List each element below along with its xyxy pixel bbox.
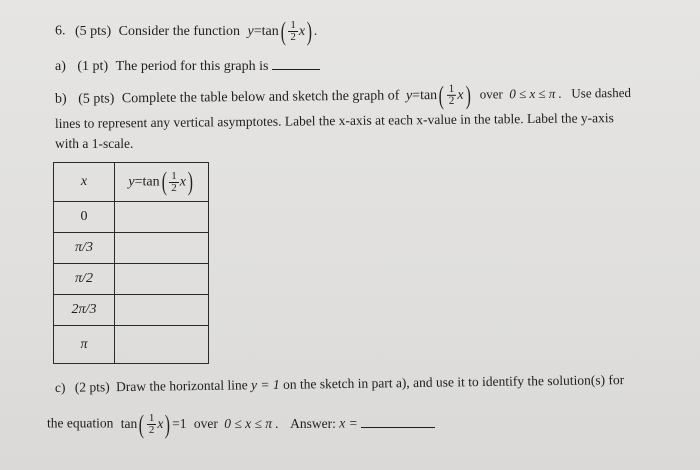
- function-expression: y=tan( $\frac{1}{2}$ x) .: [247, 16, 318, 46]
- part-b-line-2: lines to represent any vertical asymptotes. Label the x-axis at each x-value in the table. Label the y-axis: [54, 110, 614, 131]
- table-row: [54, 326, 209, 364]
- question-number: 6.: [55, 23, 66, 39]
- y-value-cell[interactable]: [115, 264, 209, 295]
- part-a-points: (1 pt): [77, 59, 109, 74]
- part-c-equation: tan( $\frac{1}{2}$ x) =1: [120, 409, 187, 439]
- question-intro: Consider the function: [118, 23, 240, 39]
- x-value-cell: π: [54, 326, 115, 364]
- table-row: [54, 233, 209, 264]
- header-x: x: [54, 163, 115, 202]
- part-c-text-1: Draw the horizontal line: [116, 377, 248, 395]
- part-b-line-3: with a 1-scale.: [55, 136, 134, 151]
- part-c-over: over: [193, 415, 218, 431]
- part-c-text-3: the equation: [47, 415, 114, 431]
- part-c-interval: 0 ≤ x ≤ π .: [224, 415, 279, 431]
- question-points: (5 pts): [75, 23, 112, 39]
- part-c-label: c): [54, 379, 66, 395]
- y-value-cell[interactable]: [115, 233, 209, 264]
- question-6-header: [55, 16, 318, 46]
- part-c-line-2: [47, 409, 435, 439]
- header-y: y=tan( $\frac{1}{2}$ x): [115, 163, 209, 202]
- part-b-function: y=tan( $\frac{1}{2}$ x): [405, 80, 471, 110]
- x-value-cell: 2π/3: [54, 295, 115, 326]
- table-header-row: [54, 163, 209, 202]
- part-b-over: over: [479, 86, 503, 102]
- answer-var: x =: [339, 415, 358, 431]
- part-b-text: Complete the table below and sketch the graph of: [121, 88, 400, 107]
- table-row: [54, 295, 209, 326]
- part-b-label: b): [54, 91, 67, 107]
- y-value-cell[interactable]: [115, 326, 209, 364]
- part-b-dashed: Use dashed: [571, 84, 632, 101]
- answer-label: Answer:: [290, 415, 336, 431]
- table-row: [54, 202, 209, 233]
- part-a: [55, 59, 320, 75]
- part-b-interval: 0 ≤ x ≤ π .: [509, 85, 562, 101]
- part-c-line-eq: y = 1: [250, 376, 280, 393]
- table-row: [54, 264, 209, 295]
- part-b-points: (5 pts): [78, 91, 115, 107]
- part-c-points: (2 pts): [74, 379, 110, 395]
- part-a-label: a): [55, 59, 66, 74]
- x-value-cell: π/3: [54, 233, 115, 264]
- solution-answer-blank[interactable]: [361, 427, 435, 428]
- part-a-text: The period for this graph is: [115, 59, 269, 74]
- x-value-cell: π/2: [54, 264, 115, 295]
- period-answer-blank[interactable]: [272, 69, 320, 70]
- values-table: [53, 162, 209, 364]
- y-value-cell[interactable]: [115, 295, 209, 326]
- part-c-text-2: on the sketch in part a), and use it to identify the solution(s) for: [282, 372, 625, 392]
- y-value-cell[interactable]: [115, 202, 209, 233]
- x-value-cell: 0: [54, 202, 115, 233]
